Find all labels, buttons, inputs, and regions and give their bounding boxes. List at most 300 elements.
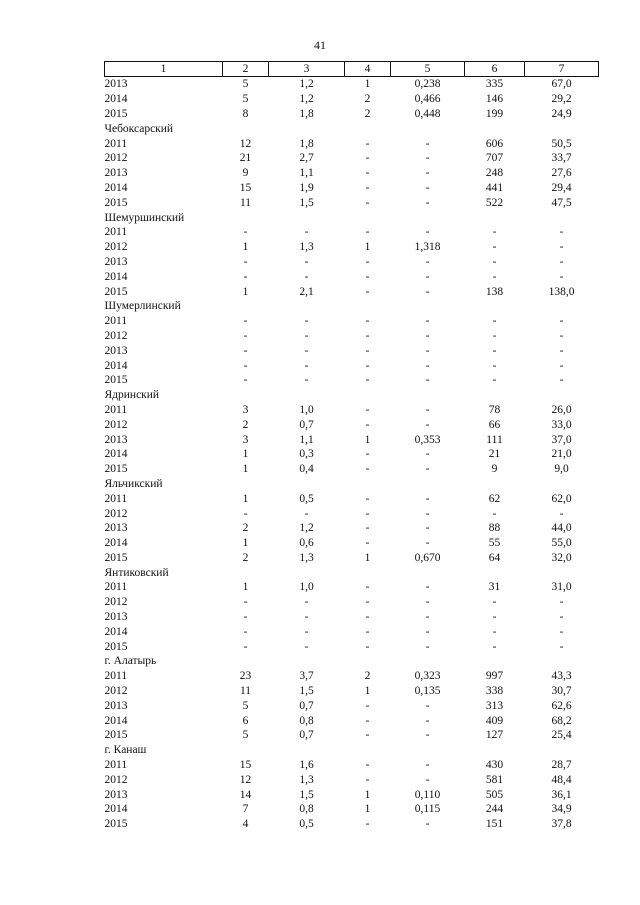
- value-cell-col-6: -: [492, 507, 497, 520]
- table-row: [105, 343, 599, 358]
- value-cell-col-4: 1: [364, 788, 371, 801]
- year-cell: 2014: [104, 448, 128, 461]
- value-cell-col-7: 32,0: [551, 551, 572, 564]
- value-cell-col-5: -: [425, 581, 430, 594]
- year-cell: 2013: [104, 788, 128, 801]
- value-cell-col-3: 2,7: [299, 152, 314, 165]
- table-body: [105, 77, 599, 832]
- table-row: [105, 817, 599, 832]
- value-cell-col-4: 2: [364, 107, 371, 120]
- value-cell-col-7: 37,8: [551, 818, 572, 831]
- value-cell-col-2: 4: [242, 818, 249, 831]
- value-cell-col-6: 335: [485, 78, 504, 91]
- year-cell: 2011: [104, 137, 128, 150]
- value-cell-col-2: 6: [242, 714, 249, 727]
- table-row: [105, 181, 599, 196]
- value-cell-col-3: 1,1: [299, 167, 314, 180]
- value-cell-col-4: -: [365, 255, 370, 268]
- value-cell-col-3: 0,6: [299, 537, 314, 550]
- value-cell-col-3: 0,5: [299, 492, 314, 505]
- column-header-2: 2: [223, 62, 269, 77]
- value-cell-col-6: 78: [488, 403, 501, 416]
- value-cell-col-4: 2: [364, 93, 371, 106]
- value-cell-col-4: -: [365, 537, 370, 550]
- value-cell-col-2: 23: [239, 670, 252, 683]
- value-cell-col-3: 1,8: [299, 107, 314, 120]
- table-row: [105, 151, 599, 166]
- table-row: [105, 447, 599, 462]
- value-cell-col-2: 5: [242, 93, 249, 106]
- year-cell: 2014: [104, 359, 128, 372]
- table-row: [105, 506, 599, 521]
- statistics-table: [104, 61, 599, 832]
- value-cell-col-2: 11: [239, 685, 252, 698]
- value-cell-col-3: -: [304, 507, 309, 520]
- value-cell-col-5: 0,670: [414, 551, 441, 564]
- table-header: [105, 62, 599, 77]
- value-cell-col-5: -: [425, 270, 430, 283]
- value-cell-col-6: -: [492, 625, 497, 638]
- value-cell-col-2: 5: [242, 699, 249, 712]
- year-cell: 2013: [104, 78, 128, 91]
- table-row: [105, 166, 599, 181]
- value-cell-col-2: 12: [239, 137, 252, 150]
- value-cell-col-3: 0,7: [299, 729, 314, 742]
- value-cell-col-7: 68,2: [551, 714, 572, 727]
- table-row: [105, 624, 599, 639]
- value-cell-col-7: 33,7: [551, 152, 572, 165]
- value-cell-col-7: 9,0: [554, 463, 569, 476]
- value-cell-col-3: -: [304, 315, 309, 328]
- column-header-3: 3: [269, 62, 345, 77]
- value-cell-col-2: 2: [242, 551, 249, 564]
- value-cell-col-4: -: [365, 167, 370, 180]
- column-header-4: 4: [345, 62, 391, 77]
- value-cell-col-3: -: [304, 640, 309, 653]
- value-cell-col-3: 1,2: [299, 78, 314, 91]
- value-cell-col-5: 0,110: [414, 788, 441, 801]
- value-cell-col-7: 28,7: [551, 759, 572, 772]
- value-cell-col-4: -: [365, 285, 370, 298]
- table-row: [105, 787, 599, 802]
- value-cell-col-4: -: [365, 196, 370, 209]
- value-cell-col-7: 30,7: [551, 685, 572, 698]
- value-cell-col-5: 0,135: [414, 685, 441, 698]
- value-cell-col-2: 9: [242, 167, 249, 180]
- year-cell: 2015: [104, 196, 128, 209]
- year-cell: 2014: [104, 93, 128, 106]
- value-cell-col-6: 338: [485, 685, 504, 698]
- table-row: [105, 462, 599, 477]
- value-cell-col-7: -: [559, 255, 564, 268]
- value-cell-col-4: -: [365, 329, 370, 342]
- value-cell-col-2: -: [243, 344, 248, 357]
- value-cell-col-2: -: [243, 255, 248, 268]
- value-cell-col-7: -: [559, 611, 564, 624]
- year-cell: 2013: [104, 167, 128, 180]
- page-number: 41: [314, 38, 326, 52]
- value-cell-col-5: -: [425, 463, 430, 476]
- value-cell-col-2: 1: [242, 537, 249, 550]
- region-row: [105, 210, 599, 225]
- table-row: [105, 521, 599, 536]
- year-cell: 2011: [104, 581, 128, 594]
- table-row: [105, 373, 599, 388]
- value-cell-col-4: -: [365, 226, 370, 239]
- table-row: [105, 698, 599, 713]
- column-header-7: 7: [525, 62, 599, 77]
- value-cell-col-6: -: [492, 640, 497, 653]
- value-cell-col-7: 36,1: [551, 788, 572, 801]
- value-cell-col-3: 1,5: [299, 788, 314, 801]
- value-cell-col-4: -: [365, 359, 370, 372]
- value-cell-col-4: -: [365, 403, 370, 416]
- region-name: г. Канаш: [104, 744, 147, 757]
- value-cell-col-3: -: [304, 611, 309, 624]
- value-cell-col-6: 505: [485, 788, 504, 801]
- value-cell-col-4: -: [365, 714, 370, 727]
- table-row: [105, 314, 599, 329]
- value-cell-col-5: 0,238: [414, 78, 441, 91]
- value-cell-col-6: 606: [485, 137, 504, 150]
- value-cell-col-2: 5: [242, 78, 249, 91]
- table-row: [105, 284, 599, 299]
- value-cell-col-6: 581: [485, 773, 504, 786]
- year-cell: 2015: [104, 640, 128, 653]
- value-cell-col-3: 1,6: [299, 759, 314, 772]
- year-cell: 2012: [104, 685, 128, 698]
- value-cell-col-7: 34,9: [551, 803, 572, 816]
- value-cell-col-6: 64: [488, 551, 501, 564]
- table-row: [105, 639, 599, 654]
- value-cell-col-3: 0,3: [299, 448, 314, 461]
- year-cell: 2015: [104, 285, 128, 298]
- value-cell-col-4: -: [365, 418, 370, 431]
- year-cell: 2015: [104, 374, 128, 387]
- value-cell-col-4: -: [365, 729, 370, 742]
- table-row: [105, 403, 599, 418]
- value-cell-col-2: 1: [242, 463, 249, 476]
- table-row: [105, 240, 599, 255]
- year-cell: 2014: [104, 803, 128, 816]
- value-cell-col-6: -: [492, 315, 497, 328]
- value-cell-col-7: 27,6: [551, 167, 572, 180]
- value-cell-col-2: 8: [242, 107, 249, 120]
- value-cell-col-5: -: [425, 359, 430, 372]
- value-cell-col-4: -: [365, 625, 370, 638]
- value-cell-col-7: -: [559, 344, 564, 357]
- value-cell-col-7: 37,0: [551, 433, 572, 446]
- column-header-6: 6: [465, 62, 525, 77]
- value-cell-col-7: 138,0: [548, 285, 575, 298]
- column-header-1: 1: [105, 62, 223, 77]
- value-cell-col-4: 1: [364, 433, 371, 446]
- value-cell-col-5: -: [425, 255, 430, 268]
- value-cell-col-5: -: [425, 196, 430, 209]
- value-cell-col-3: 3,7: [299, 670, 314, 683]
- year-cell: 2013: [104, 522, 128, 535]
- table-row: [105, 255, 599, 270]
- value-cell-col-3: -: [304, 270, 309, 283]
- value-cell-col-3: -: [304, 359, 309, 372]
- value-cell-col-7: -: [559, 241, 564, 254]
- value-cell-col-5: -: [425, 315, 430, 328]
- value-cell-col-5: -: [425, 137, 430, 150]
- year-cell: 2012: [104, 596, 128, 609]
- value-cell-col-3: 1,9: [299, 181, 314, 194]
- value-cell-col-3: -: [304, 255, 309, 268]
- value-cell-col-2: 2: [242, 522, 249, 535]
- region-row: [105, 654, 599, 669]
- table-row: [105, 728, 599, 743]
- value-cell-col-6: -: [492, 359, 497, 372]
- value-cell-col-7: -: [559, 374, 564, 387]
- value-cell-col-2: 15: [239, 181, 252, 194]
- year-cell: 2011: [104, 226, 128, 239]
- value-cell-col-7: 29,2: [551, 93, 572, 106]
- value-cell-col-6: -: [492, 255, 497, 268]
- value-cell-col-3: 1,0: [299, 403, 314, 416]
- year-cell: 2014: [104, 181, 128, 194]
- value-cell-col-5: -: [425, 152, 430, 165]
- region-name: г. Алатырь: [104, 655, 157, 668]
- year-cell: 2011: [104, 759, 128, 772]
- header-row: [105, 62, 599, 77]
- value-cell-col-6: 21: [488, 448, 501, 461]
- region-row: [105, 477, 599, 492]
- value-cell-col-2: 3: [242, 433, 249, 446]
- value-cell-col-5: -: [425, 167, 430, 180]
- value-cell-col-7: 21,0: [551, 448, 572, 461]
- value-cell-col-5: -: [425, 596, 430, 609]
- value-cell-col-2: -: [243, 596, 248, 609]
- year-cell: 2012: [104, 329, 128, 342]
- value-cell-col-4: -: [365, 640, 370, 653]
- value-cell-col-7: 29,4: [551, 181, 572, 194]
- value-cell-col-3: 0,4: [299, 463, 314, 476]
- table-row: [105, 358, 599, 373]
- value-cell-col-4: -: [365, 492, 370, 505]
- value-cell-col-5: -: [425, 492, 430, 505]
- value-cell-col-5: -: [425, 329, 430, 342]
- value-cell-col-6: 88: [488, 522, 501, 535]
- value-cell-col-2: 1: [242, 448, 249, 461]
- value-cell-col-7: 67,0: [551, 78, 572, 91]
- value-cell-col-7: -: [559, 625, 564, 638]
- value-cell-col-6: 409: [485, 714, 504, 727]
- value-cell-col-6: -: [492, 226, 497, 239]
- value-cell-col-3: 2,1: [299, 285, 314, 298]
- value-cell-col-4: -: [365, 773, 370, 786]
- value-cell-col-5: -: [425, 226, 430, 239]
- value-cell-col-4: -: [365, 448, 370, 461]
- table-row: [105, 417, 599, 432]
- value-cell-col-5: 0,323: [414, 670, 441, 683]
- table-row: [105, 684, 599, 699]
- value-cell-col-5: -: [425, 625, 430, 638]
- value-cell-col-5: -: [425, 714, 430, 727]
- value-cell-col-6: 55: [488, 537, 501, 550]
- value-cell-col-2: 1: [242, 241, 249, 254]
- year-cell: 2013: [104, 255, 128, 268]
- value-cell-col-4: -: [365, 344, 370, 357]
- value-cell-col-5: -: [425, 729, 430, 742]
- value-cell-col-3: -: [304, 344, 309, 357]
- value-cell-col-5: -: [425, 181, 430, 194]
- value-cell-col-2: -: [243, 359, 248, 372]
- table-row: [105, 580, 599, 595]
- value-cell-col-2: 1: [242, 285, 249, 298]
- value-cell-col-7: 44,0: [551, 522, 572, 535]
- value-cell-col-6: 430: [485, 759, 504, 772]
- value-cell-col-4: 1: [364, 685, 371, 698]
- value-cell-col-2: 7: [242, 803, 249, 816]
- value-cell-col-6: 244: [485, 803, 504, 816]
- value-cell-col-4: -: [365, 315, 370, 328]
- table-row: [105, 772, 599, 787]
- value-cell-col-3: 1,2: [299, 522, 314, 535]
- value-cell-col-2: -: [243, 329, 248, 342]
- year-cell: 2015: [104, 107, 128, 120]
- value-cell-col-4: -: [365, 270, 370, 283]
- value-cell-col-5: 0,448: [414, 107, 441, 120]
- value-cell-col-6: 138: [485, 285, 504, 298]
- value-cell-col-7: -: [559, 270, 564, 283]
- value-cell-col-4: -: [365, 507, 370, 520]
- year-cell: 2011: [104, 403, 128, 416]
- value-cell-col-7: 33,0: [551, 418, 572, 431]
- table-row: [105, 77, 599, 92]
- value-cell-col-7: 24,9: [551, 107, 572, 120]
- value-cell-col-3: -: [304, 374, 309, 387]
- region-row: [105, 299, 599, 314]
- value-cell-col-7: 43,3: [551, 670, 572, 683]
- value-cell-col-3: -: [304, 329, 309, 342]
- value-cell-col-3: 0,7: [299, 699, 314, 712]
- year-cell: 2012: [104, 773, 128, 786]
- table-row: [105, 195, 599, 210]
- value-cell-col-5: -: [425, 285, 430, 298]
- year-cell: 2013: [104, 699, 128, 712]
- value-cell-col-3: 1,5: [299, 685, 314, 698]
- value-cell-col-5: -: [425, 537, 430, 550]
- column-header-5: 5: [391, 62, 465, 77]
- value-cell-col-6: -: [492, 374, 497, 387]
- value-cell-col-2: -: [243, 507, 248, 520]
- value-cell-col-3: 0,5: [299, 818, 314, 831]
- value-cell-col-4: -: [365, 137, 370, 150]
- value-cell-col-5: -: [425, 374, 430, 387]
- value-cell-col-7: 50,5: [551, 137, 572, 150]
- value-cell-col-3: 1,3: [299, 773, 314, 786]
- value-cell-col-6: 9: [491, 463, 498, 476]
- year-cell: 2014: [104, 714, 128, 727]
- value-cell-col-3: 1,2: [299, 93, 314, 106]
- year-cell: 2015: [104, 818, 128, 831]
- value-cell-col-2: 1: [242, 492, 249, 505]
- value-cell-col-6: -: [492, 344, 497, 357]
- value-cell-col-6: 707: [485, 152, 504, 165]
- value-cell-col-4: -: [365, 181, 370, 194]
- value-cell-col-2: 12: [239, 773, 252, 786]
- value-cell-col-5: 1,318: [414, 241, 441, 254]
- value-cell-col-6: -: [492, 596, 497, 609]
- value-cell-col-2: 11: [239, 196, 252, 209]
- table-row: [105, 713, 599, 728]
- value-cell-col-7: 47,5: [551, 196, 572, 209]
- value-cell-col-5: -: [425, 448, 430, 461]
- value-cell-col-5: -: [425, 507, 430, 520]
- value-cell-col-6: 313: [485, 699, 504, 712]
- table-row: [105, 491, 599, 506]
- value-cell-col-6: -: [492, 611, 497, 624]
- value-cell-col-3: -: [304, 596, 309, 609]
- value-cell-col-2: -: [243, 640, 248, 653]
- value-cell-col-3: -: [304, 226, 309, 239]
- year-cell: 2014: [104, 537, 128, 550]
- value-cell-col-6: 441: [485, 181, 504, 194]
- table-row: [105, 225, 599, 240]
- value-cell-col-6: 66: [488, 418, 501, 431]
- value-cell-col-4: -: [365, 818, 370, 831]
- value-cell-col-7: -: [559, 329, 564, 342]
- value-cell-col-4: -: [365, 611, 370, 624]
- value-cell-col-6: 151: [485, 818, 504, 831]
- year-cell: 2015: [104, 551, 128, 564]
- value-cell-col-2: 3: [242, 403, 249, 416]
- value-cell-col-2: 1: [242, 581, 249, 594]
- value-cell-col-4: 1: [364, 78, 371, 91]
- value-cell-col-5: -: [425, 418, 430, 431]
- value-cell-col-7: 26,0: [551, 403, 572, 416]
- value-cell-col-4: -: [365, 596, 370, 609]
- value-cell-col-6: 31: [488, 581, 501, 594]
- year-cell: 2013: [104, 611, 128, 624]
- year-cell: 2012: [104, 507, 128, 520]
- value-cell-col-5: 0,353: [414, 433, 441, 446]
- value-cell-col-7: 62,0: [551, 492, 572, 505]
- value-cell-col-4: 1: [364, 803, 371, 816]
- value-cell-col-6: 248: [485, 167, 504, 180]
- value-cell-col-4: 2: [364, 670, 371, 683]
- region-name: Яльчикский: [104, 477, 163, 490]
- value-cell-col-6: -: [492, 241, 497, 254]
- value-cell-col-4: -: [365, 699, 370, 712]
- value-cell-col-7: -: [559, 640, 564, 653]
- value-cell-col-2: -: [243, 315, 248, 328]
- region-row: [105, 121, 599, 136]
- year-cell: 2015: [104, 463, 128, 476]
- value-cell-col-4: 1: [364, 241, 371, 254]
- year-cell: 2012: [104, 241, 128, 254]
- value-cell-col-3: 1,1: [299, 433, 314, 446]
- value-cell-col-3: 1,0: [299, 581, 314, 594]
- value-cell-col-4: -: [365, 463, 370, 476]
- value-cell-col-6: 997: [485, 670, 504, 683]
- value-cell-col-5: -: [425, 403, 430, 416]
- value-cell-col-3: 1,3: [299, 241, 314, 254]
- value-cell-col-2: -: [243, 625, 248, 638]
- region-name: Шумерлинский: [104, 300, 181, 313]
- year-cell: 2014: [104, 625, 128, 638]
- region-name: Шемуршинский: [104, 211, 185, 224]
- value-cell-col-3: 0,8: [299, 714, 314, 727]
- region-name: Ядринский: [104, 389, 160, 402]
- value-cell-col-4: 1: [364, 551, 371, 564]
- value-cell-col-5: 0,466: [414, 93, 441, 106]
- value-cell-col-7: 25,4: [551, 729, 572, 742]
- value-cell-col-3: 1,5: [299, 196, 314, 209]
